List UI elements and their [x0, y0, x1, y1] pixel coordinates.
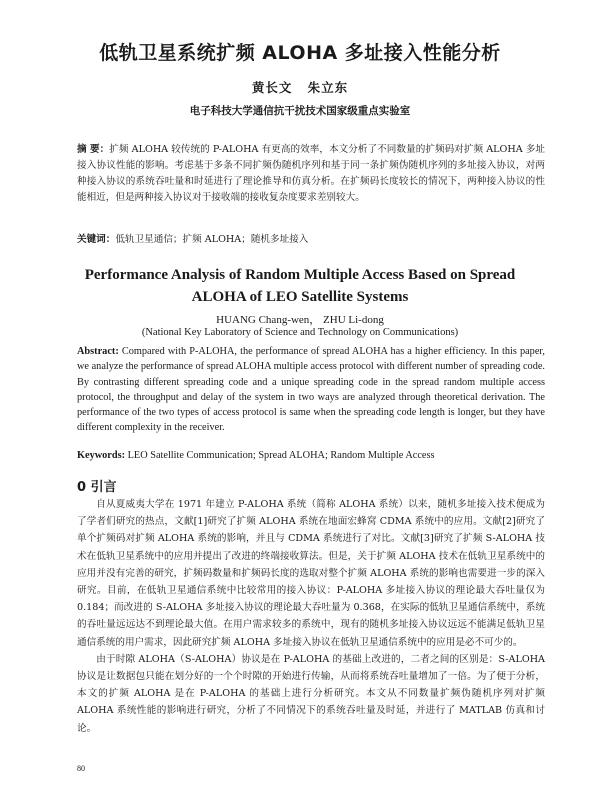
english-title-line-1: Performance Analysis of Random Multiple Access Based on Spread [84, 267, 516, 283]
english-title [0, 264, 600, 308]
body-paragraph-2: 由于时隙 ALOHA（S-ALOHA）协议是在 P-ALOHA 的基础上改进的，二者之间的区别是：S-ALOHA 协议是让数据包只能在划分好的一个个时隙的开始进行传输，从而将系统吞吐量增加了一倍。为了便于分析，本文的扩频 ALOHA 是在 P-ALOHA 的基础上进行分析研究。本文从不同数量扩频伪随机序列对扩频 ALOHA 系统性能的影响进行研究，分析了不同情况下的系统吞吐量及时延，并进行了 MATLAB 仿真和讨论。 [77, 653, 545, 734]
chinese-keywords-text: 低轨卫星通信；扩频 ALOHA；随机多址接入 [115, 234, 309, 245]
section-body [77, 496, 545, 737]
english-keywords [77, 448, 545, 463]
english-abstract [77, 344, 545, 436]
chinese-title: 低轨卫星系统扩频 ALOHA 多址接入性能分析 [99, 42, 501, 64]
section-heading: 0 引言 [77, 480, 117, 495]
english-affiliation: (National Key Laboratory of Science and Technology on Communications) [141, 327, 459, 338]
body-paragraph-1: 自从夏威夷大学在 1971 年建立 P-ALOHA 系统（简称 ALOHA 系统）以来，随机多址接入技术便成为了学者们研究的热点，文献[1]研究了扩频 ALOHA 系统在地面宏蜂窝 CDMA 系统中的应用。文献[2]研究了单个扩频码对扩频 ALOHA 系统的影响，并且与 CDMA 系统进行了对比。文献[3]研究了扩频 S-ALOHA 技术在低轨卫星系统中的应用并提出了改进的终端接收算法。但是，关于扩频 ALOHA 技术在低轨卫星系统中的应用并没有完善的研究，扩频码数量和扩频码长度的选取对整个扩频 ALOHA 系统的影响也需要进一步的深入研究。目前，在低轨卫星通信系统中比较常用的接入协议：P-ALOHA 多址接入协议的理论最大吞吐量仅为 0.184；而改进的 S-ALOHA 多址接入协议的理论最大吞吐量为 0.368，在实际的低轨卫星通信系统中，系统的吞吐量远远达不到理论最大值。在用户需求较多的系统中，现有的随机多址接入协议远远不能满足低轨卫星通信系统的用户需求，因此研究扩频 ALOHA 多址接入协议在低轨卫星通信系统中的应用是必不可少的。 [77, 499, 545, 648]
english-keywords-text: LEO Satellite Communication; Spread ALOHA; Random Multiple Access [127, 450, 435, 461]
english-keywords-label: Keywords: [77, 450, 126, 461]
chinese-authors: 黄长文 朱立东 [251, 80, 349, 95]
chinese-keywords-label: 关键词： [77, 234, 116, 245]
english-abstract-label: Abstract: [77, 346, 119, 357]
page-number: 80 [77, 764, 85, 773]
chinese-abstract [77, 142, 545, 206]
english-authors: HUANG Chang-wen， ZHU Li-dong [216, 314, 384, 326]
chinese-abstract-text: 扩频 ALOHA 较传统的 P-ALOHA 有更高的效率，本文分析了不同数量的扩频码对扩频 ALOHA 多址接入协议性能的影响。考虑基于多条不同扩频伪随机序列和基于同一条扩频伪随机序列的多址接入协议，对两种接入协议的系统吞吐量和时延进行了理论推导和仿真分析。在扩频码长度较长的情况下，两种接入协议的性能相近，但是两种接入协议对于接收端的接收复杂度要求差别较大。 [77, 144, 545, 203]
chinese-abstract-label: 摘 要： [77, 144, 110, 155]
english-title-line-2: ALOHA of LEO Satellite Systems [191, 289, 409, 305]
english-abstract-text: Compared with P-ALOHA, the performance of spread ALOHA has a higher efficiency. In this paper, we analyze the performance of spread ALOHA multiple access protocol with different number of spreading code. By contrasting different spreading code and a unique spreading code in the spread random multiple access protocol, the throughput and delay of the system in two ways are analyzed through theoretical derivation. The performance of the two types of access protocol is same when the spreading code length is longer, but they have different complexity in the receiver. [77, 346, 545, 434]
chinese-keywords [77, 232, 545, 248]
chinese-affiliation: 电子科技大学通信抗干扰技术国家级重点实验室 [189, 105, 411, 117]
